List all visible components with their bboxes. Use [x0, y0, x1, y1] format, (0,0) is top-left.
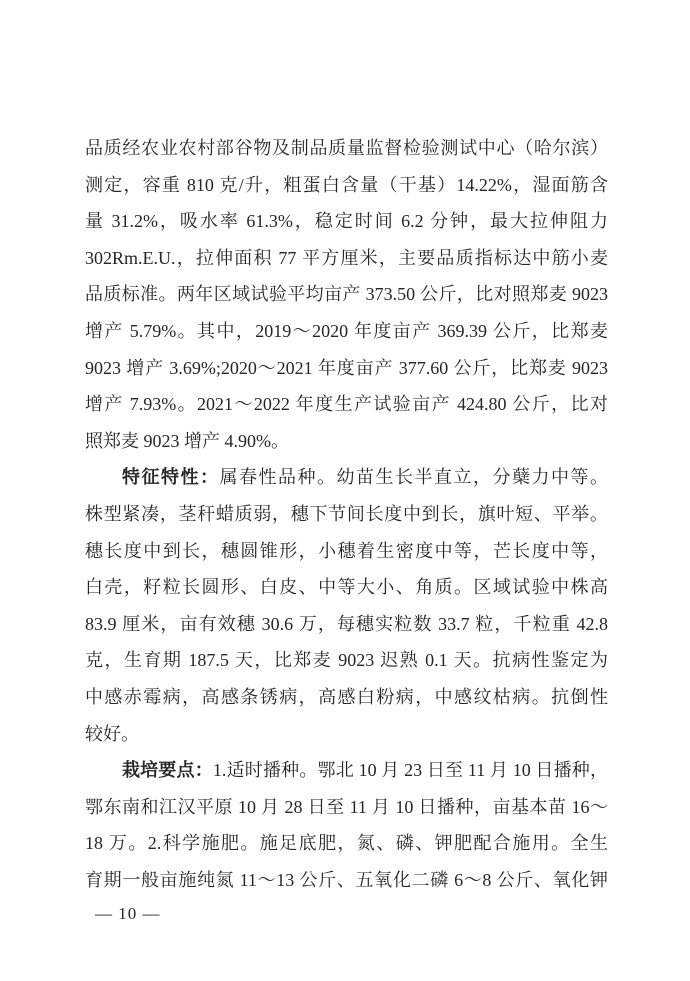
text-line: 品质标准。两年区域试验平均亩产 373.50 公斤，比对照郑麦 9023 [85, 284, 608, 305]
text-line: 克，生育期 187.5 天，比郑麦 9023 迟熟 0.1 天。抗病性鉴定为 [85, 650, 608, 671]
text-line: 照郑麦 9023 增产 4.90%。 [85, 430, 289, 451]
text-line: 栽培要点：1.适时播种。鄂北 10 月 23 日至 11 月 10 日播种， [122, 760, 608, 781]
body-text [85, 130, 608, 898]
text-line: 83.9 厘米，亩有效穗 30.6 万，每穗实粒数 33.7 粒，千粒重 42.8 [85, 613, 608, 634]
text-line: 量 31.2%，吸水率 61.3%，稳定时间 6.2 分钟，最大拉伸阻力 [85, 211, 608, 232]
text-line: 白壳，籽粒长圆形、白皮、中等大小、角质。区域试验中株高 [85, 577, 608, 598]
text-line: 育期一般亩施纯氮 11～13 公斤、五氧化二磷 6～8 公斤、氧化钾 [85, 869, 608, 890]
text-line: 株型紧凑，茎秆蜡质弱，穗下节间长度中到长，旗叶短、平举。 [85, 503, 608, 524]
text-line: 特征特性：属春性品种。幼苗生长半直立，分蘖力中等。 [122, 467, 608, 488]
text-line: 测定，容重 810 克/升，粗蛋白含量（干基）14.22%，湿面筋含 [85, 174, 608, 195]
text-line: 穗长度中到长，穗圆锥形，小穗着生密度中等，芒长度中等， [85, 540, 608, 561]
text-line: 中感赤霉病，高感条锈病，高感白粉病，中感纹枯病。抗倒性 [85, 686, 608, 707]
paragraph-lead: 栽培要点： [122, 760, 213, 781]
page-number: — 10 — [95, 904, 161, 923]
text-line: 增产 7.93%。2021～2022 年度生产试验亩产 424.80 公斤，比对 [85, 394, 608, 415]
text-line: 鄂东南和江汉平原 10 月 28 日至 11 月 10 日播种，亩基本苗 16～ [85, 796, 608, 817]
text-line: 增产 5.79%。其中，2019～2020 年度亩产 369.39 公斤，比郑麦 [85, 320, 608, 341]
text-line: 18 万。2.科学施肥。施足底肥，氮、磷、钾肥配合施用。全生 [85, 833, 608, 854]
paragraph-lead: 特征特性： [122, 467, 220, 488]
text-line: 品质经农业农村部谷物及制品质量监督检验测试中心（哈尔滨） [85, 138, 608, 158]
text-line: 9023 增产 3.69%;2020～2021 年度亩产 377.60 公斤，比郑麦 9023 [85, 357, 608, 378]
text-line: 较好。 [85, 723, 139, 744]
text-line: 302Rm.E.U.，拉伸面积 77 平方厘米，主要品质指标达中筋小麦 [85, 247, 608, 268]
